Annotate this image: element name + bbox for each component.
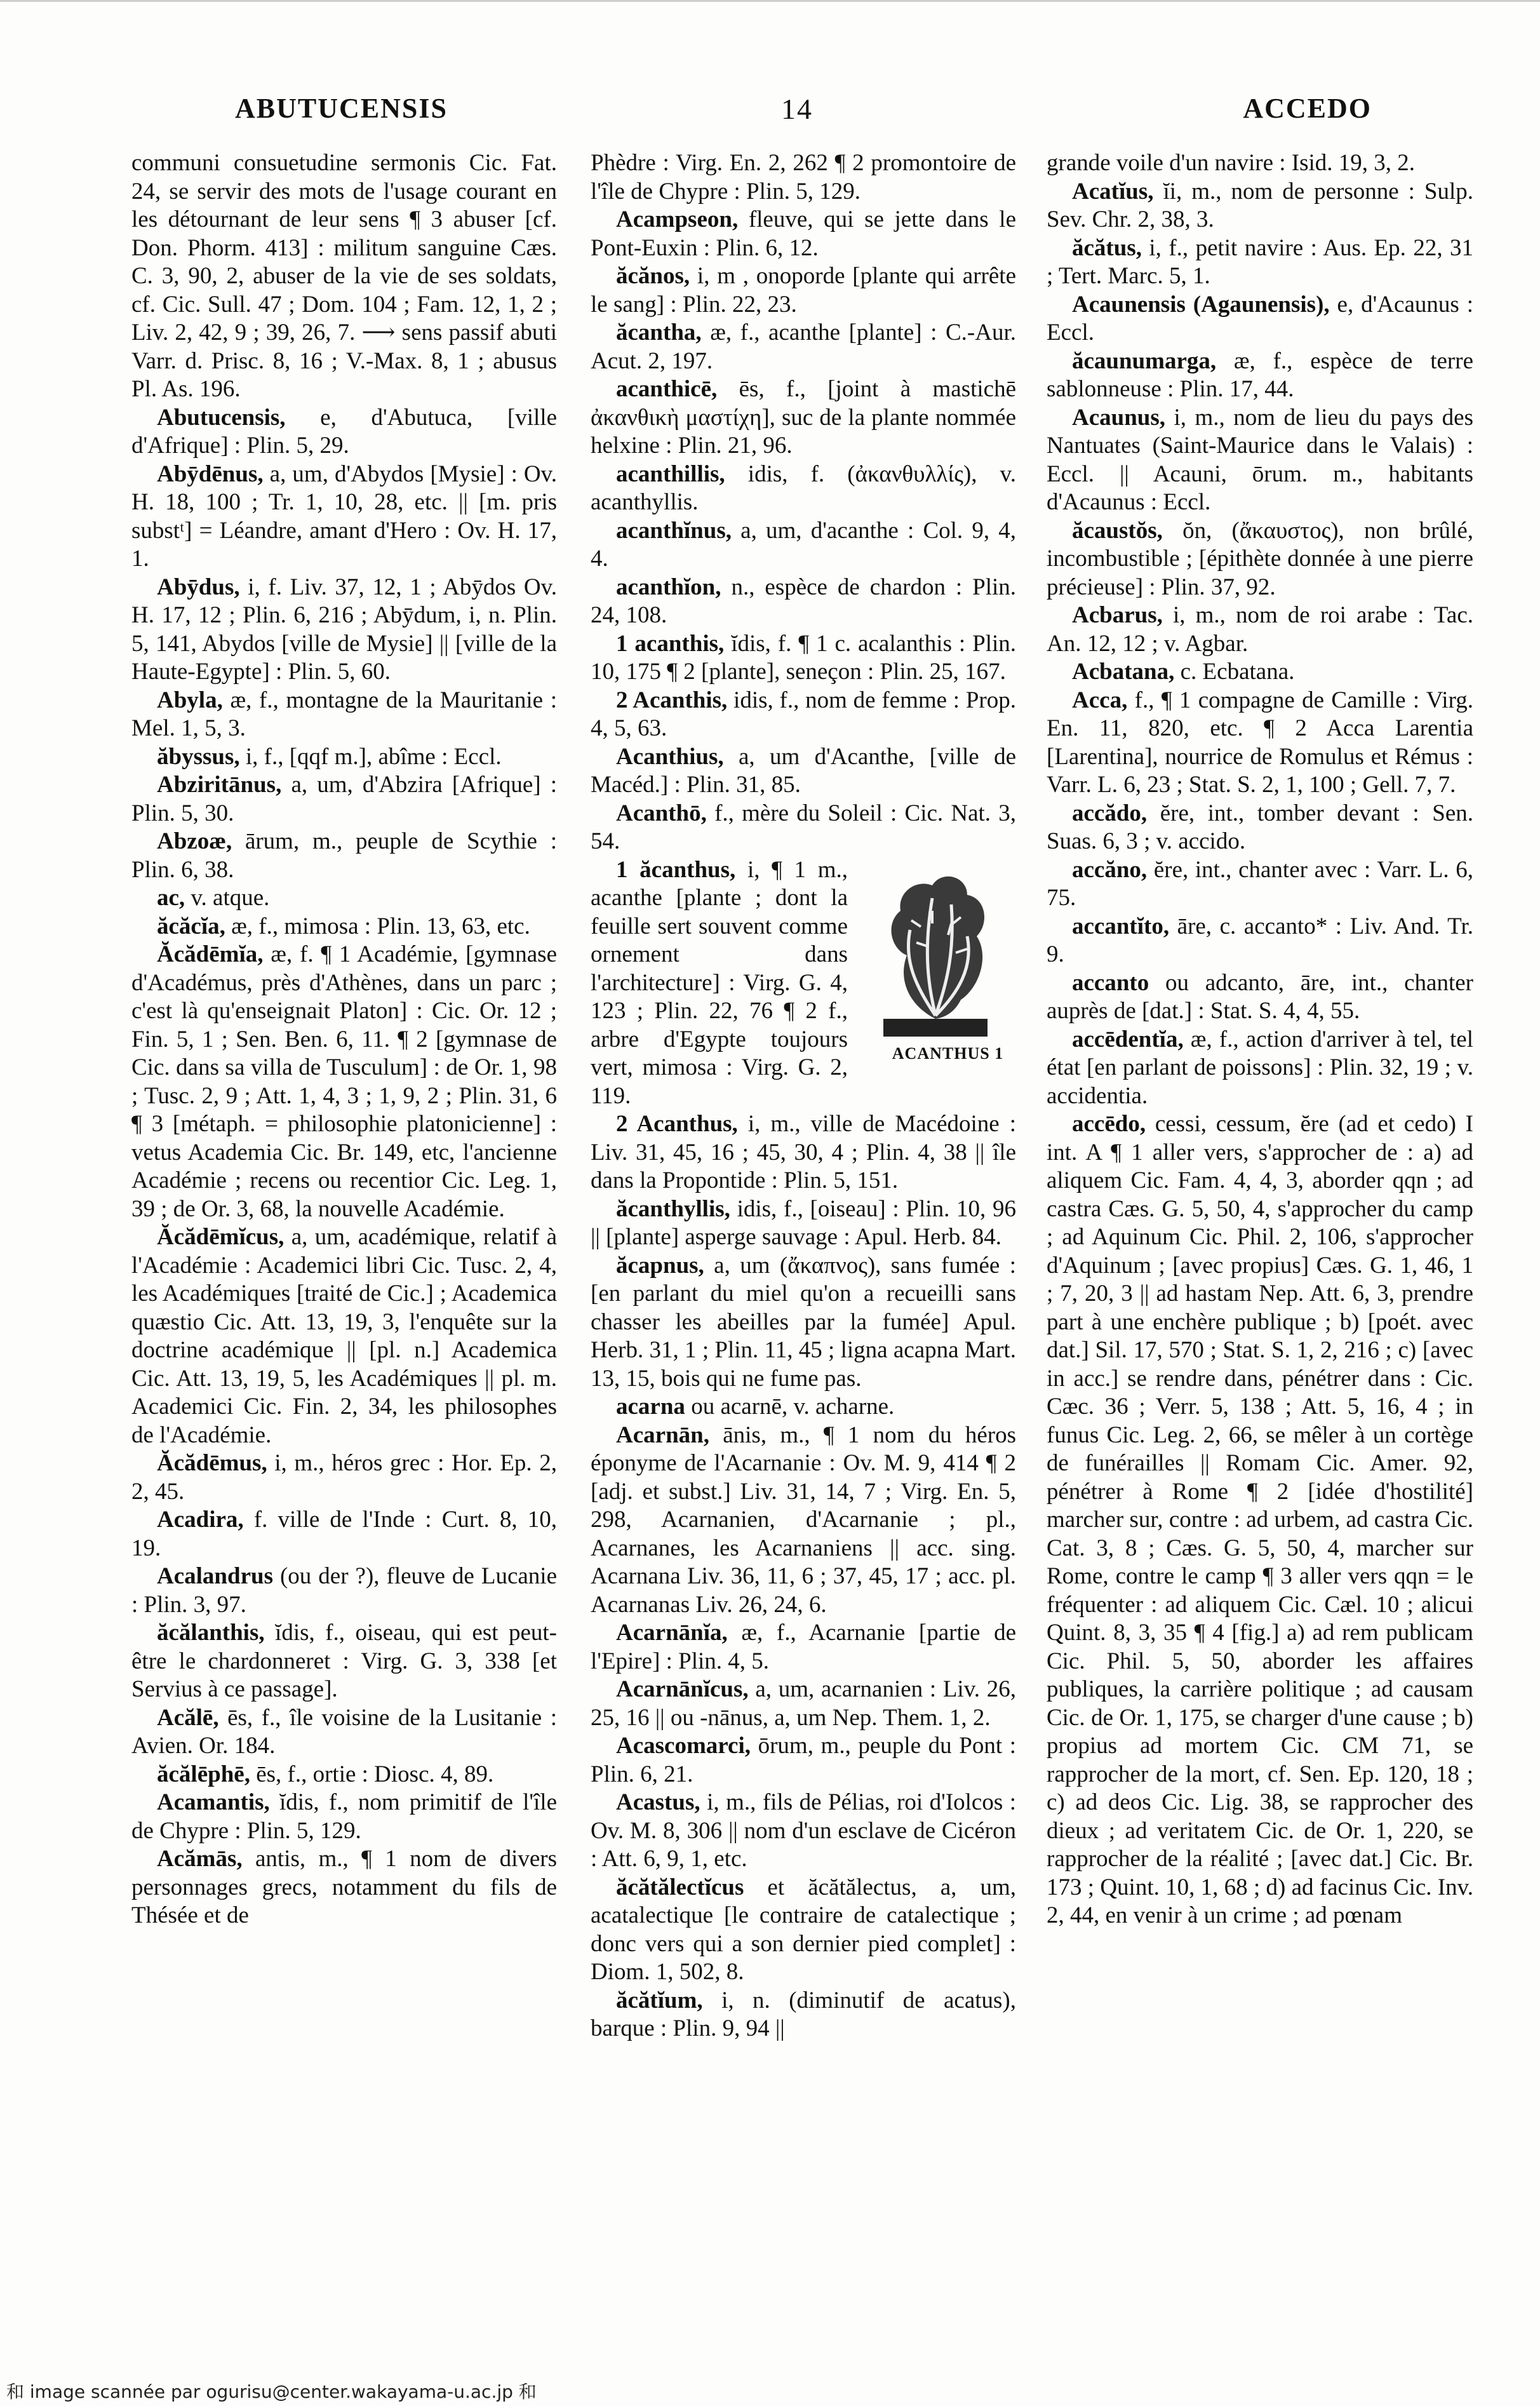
dictionary-entry (591, 1393, 1016, 1421)
entry-text: āre, c. accanto* : Liv. And. Tr. 9. (1047, 913, 1473, 967)
dictionary-entry (591, 1195, 1016, 1252)
headword: Abȳdus, (157, 574, 240, 600)
headword: Acastus, (616, 1789, 700, 1815)
headword: Acatĭus, (1072, 178, 1154, 205)
scan-credit: 和 image scannée par ogurisu@center.wakayama-u.ac.jp 和 (6, 2381, 537, 2402)
entry-text: n., espèce de chardon : Plin. 24, 108. (591, 574, 1016, 628)
entry-text: æ, f., mimosa : Plin. 13, 63, etc. (225, 913, 530, 939)
dictionary-entry (131, 913, 557, 941)
dictionary-entry (591, 687, 1016, 743)
headword: ăcănos, (616, 263, 690, 289)
headword: Acascomarci, (616, 1733, 751, 1759)
headword: acarna (616, 1394, 685, 1420)
dictionary-entry (131, 1506, 557, 1563)
entry-text: æ, f., espèce de terre sablonneuse : Plin. 17, 44. (1047, 347, 1473, 402)
headword: 2 Acanthis, (616, 687, 728, 713)
top-border (0, 0, 1540, 2)
entry-text: ĭdis, f., oiseau, qui est peut-être le chardonneret : Virg. G. 3, 338 [et Servius à ce passage]. (131, 1620, 557, 1702)
dictionary-entry (591, 800, 1016, 856)
headword: Acalandrus (157, 1563, 273, 1589)
headword: ăbyssus, (157, 743, 240, 770)
dictionary-entry (591, 517, 1016, 574)
entry-text: i, m., fils de Pélias, roi d'Iolcos : Ov. M. 8, 306 || nom d'un esclave de Cicéron : Att. 6, 9, 1, etc. (591, 1789, 1016, 1872)
dictionary-entry (131, 771, 557, 828)
page-header (235, 92, 1372, 130)
entry-text: (ou der ?), fleuve de Lucanie : Plin. 3, 97. (131, 1563, 557, 1618)
entry-text: æ, f. ¶ 1 Académie, [gymnase d'Académus, près d'Athènes, dans un parc ; c'est là qu'enseignait Platon] : Cic. Or. 12 ; Fin. 5, 1 ; Sen. Ben. 6, 11. ¶ 2 [gymnase de Cic. dans sa villa de Tusculum] : de Or. 1, 98 ; Tusc. 2, 9 ; Att. 1, 4, 3 ; 1, 9, 2 ; Plin. 31, 6 ¶ 3 [métaph. = philosophie platonicienne] : vetus Academia Cic. Br. 149, etc, l'ancienne Académie ; recens ou recentior Cic. Leg. 1, 39 ; de Or. 3, 68, la nouvelle Académie. (131, 941, 557, 1222)
dictionary-entry (591, 856, 1016, 1111)
entry-text: æ, f., acanthe [plante] : C.-Aur. Acut. 2, 197. (591, 319, 1016, 374)
headword: ăcaunumarga, (1072, 347, 1217, 374)
headword: ăcătălectĭcus (616, 1874, 744, 1900)
dictionary-entry (131, 743, 557, 772)
headword: 2 Acanthus, (616, 1111, 738, 1137)
entry-text: ou adcanto, āre, int., chanter auprès de [dat.] : Stat. S. 4, 4, 55. (1047, 969, 1473, 1024)
headword: ăcapnus, (616, 1252, 704, 1279)
dictionary-entry (591, 1421, 1016, 1620)
dictionary-entry (591, 630, 1016, 687)
entry-text: fleuve, qui se jette dans le Pont-Euxin : Plin. 6, 12. (591, 206, 1016, 261)
figure-caption: ACANTHUS 1 (892, 1044, 1004, 1063)
entry-text: æ, f., action d'arriver à tel, tel état [en parlant de poissons] : Plin. 32, 19 ; v. accidentia. (1047, 1026, 1473, 1109)
headword: Ăcădēmus, (157, 1450, 267, 1476)
dictionary-entry (591, 262, 1016, 319)
headword: Acamantis, (157, 1789, 270, 1815)
page-number: 14 (781, 93, 813, 125)
dictionary-entry (1047, 913, 1473, 969)
entry-text: antis, m., ¶ 1 nom de divers personnages grecs, notamment du fils de Thésée et de (131, 1846, 557, 1928)
dictionary-entry (591, 206, 1016, 262)
entry-text: i, ¶ 1 m., acanthe [plante ; dont la feuille sert souvent comme ornement dans l'architecture] : Virg. G. 4, 123 ; Plin. 22, 76 ¶ 2 f., arbre d'Egypte toujours vert, mimosa : Virg. G. 2, 119. (591, 856, 848, 1109)
headword: ăcaustŏs, (1072, 517, 1163, 544)
headword: Acadira, (157, 1507, 244, 1533)
headword: Abȳdēnus, (157, 460, 264, 487)
entry-text: a, um, d'Abzira [Afrique] : Plin. 5, 30. (131, 772, 557, 826)
headword: Acbatana, (1072, 659, 1175, 685)
headword: Acaunus, (1072, 404, 1166, 431)
entry-text: ĕre, int., tomber devant : Sen. Suas. 6, 3 ; v. accido. (1047, 800, 1473, 854)
headword: Acălē, (157, 1704, 219, 1731)
dictionary-entry (131, 404, 557, 460)
entry-text: ou acarnē, v. acharne. (685, 1394, 895, 1420)
entry-text: v. atque. (185, 885, 270, 911)
entry-text: ēs, f., ortie : Diosc. 4, 89. (250, 1761, 494, 1787)
dictionary-entry (1047, 178, 1473, 234)
entry-text: a, um, d'acanthe : Col. 9, 4, 4. (591, 517, 1016, 572)
dictionary-entry (591, 1874, 1016, 1987)
headword: Acca, (1072, 687, 1128, 713)
headword: accăno, (1072, 856, 1148, 883)
headword: acanthĭon, (616, 574, 721, 600)
entry-text: i, m., nom de roi arabe : Tac. An. 12, 12 ; v. Agbar. (1047, 602, 1473, 657)
headword: accēdo, (1072, 1111, 1146, 1137)
dictionary-entry (591, 375, 1016, 460)
dictionary-entry (131, 1845, 557, 1930)
headword: Abzoæ, (157, 828, 232, 854)
dictionary-entry (591, 1110, 1016, 1195)
dictionary-entry (1047, 347, 1473, 404)
dictionary-entry (131, 941, 557, 1223)
entry-text: ōrum, m., peuple du Pont : Plin. 6, 21. (591, 1733, 1016, 1787)
dictionary-entry (131, 828, 557, 884)
dictionary-entry (131, 1563, 557, 1619)
dictionary-entry (1047, 517, 1473, 602)
dictionary-entry (1047, 404, 1473, 517)
entry-text: i, m., ville de Macédoine : Liv. 31, 45, 16 ; 45, 30, 4 ; Plin. 4, 38 || île dans la Propontide : Plin. 5, 151. (591, 1111, 1016, 1193)
headword: 1 ăcanthus, (616, 856, 736, 883)
dictionary-entry (131, 1704, 557, 1761)
dictionary-entry (131, 1223, 557, 1449)
entry-text: ĕre, int., chanter avec : Varr. L. 6, 75. (1047, 856, 1473, 911)
headword: Acarnān, (616, 1421, 709, 1448)
headword: 1 acanthis, (616, 630, 725, 657)
dictionary-entry (1047, 658, 1473, 687)
dictionary-entry (591, 1789, 1016, 1874)
headword: ăcanthyllis, (616, 1195, 730, 1222)
entry-text: ārum, m., peuple de Scythie : Plin. 6, 38. (131, 828, 557, 883)
headword: accēdentĭa, (1072, 1026, 1184, 1052)
entry-text: e, d'Acaunus : Eccl. (1047, 291, 1473, 346)
dictionary-entry (591, 1252, 1016, 1394)
dictionary-entry (591, 460, 1016, 517)
running-head-right: ACCEDO (1243, 93, 1372, 124)
dictionary-entry (1047, 1110, 1473, 1930)
dictionary-entry (591, 319, 1016, 375)
dictionary-entry (1047, 234, 1473, 291)
dictionary-entry (1047, 1026, 1473, 1111)
headword: acanthĭnus, (616, 517, 732, 544)
dictionary-entry (1047, 856, 1473, 913)
dictionary-entry (131, 1789, 557, 1845)
acanthus-figure (854, 860, 1016, 1076)
dictionary-entry (131, 460, 557, 574)
entry-text: ēs, f., [joint à mastichē ἀκανθικὴ μαστίχη], suc de la plante nommée helxine : Plin. 21, 96. (591, 376, 1016, 459)
entry-text: Phèdre : Virg. En. 2, 262 ¶ 2 promontoire de l'île de Chypre : Plin. 5, 129. (591, 150, 1016, 205)
headword: Ăcădēmĭcus, (157, 1224, 285, 1250)
dictionary-entry (591, 149, 1016, 206)
headword: accădo, (1072, 800, 1148, 826)
dictionary-entry (1047, 602, 1473, 658)
headword: Acaunensis (Agaunensis), (1072, 291, 1330, 318)
entry-text: i, m., nom de lieu du pays des Nantuates (Saint-Maurice dans le Valais) : Eccl. || Acauni, ōrum. m., habitants d'Acaunus : Eccl. (1047, 404, 1473, 515)
entry-text: i, f., petit navire : Aus. Ep. 22, 31 ; Tert. Marc. 5, 1. (1047, 234, 1473, 289)
dictionary-entry (591, 1619, 1016, 1676)
entry-text: a, um, acarnanien : Liv. 26, 25, 16 || ou -nānus, a, um Nep. Them. 1, 2. (591, 1676, 1016, 1731)
dictionary-entry (131, 1619, 557, 1704)
dictionary-entry (591, 743, 1016, 800)
dictionary-entry (131, 1449, 557, 1506)
entry-text: a, um, académique, relatif à l'Académie : Academici libri Cic. Tusc. 2, 4, les Académiques [traité de Cic.] ; Academica quæstio Cic. Att. 13, 19, 3, l'enquête sur la doctrine académique || [pl. n.] Academica Cic. Att. 13, 19, 5, les Académiques || pl. m. Academici Cic. Fin. 2, 34, les philosophes de l'Académie. (131, 1224, 557, 1448)
entry-text: i, n. (diminutif de acatus), barque : Plin. 9, 94 || (591, 1987, 1016, 2041)
entry-text: i, m., héros grec : Hor. Ep. 2, 2, 45. (131, 1450, 557, 1505)
dictionary-entry (131, 687, 557, 743)
dictionary-entry (591, 1987, 1016, 2043)
entry-text: idis, f., [oiseau] : Plin. 10, 96 || [plante] asperge sauvage : Apul. Herb. 84. (591, 1195, 1016, 1250)
headword: acanthicē, (616, 376, 718, 402)
column-3 (1047, 149, 1473, 2334)
column-1 (131, 149, 557, 2334)
entry-text: c. Ecbatana. (1174, 659, 1295, 685)
dictionary-entry (131, 149, 557, 404)
headword: ac, (157, 885, 185, 911)
headword: accantĭto, (1072, 913, 1170, 939)
dictionary-entry (591, 574, 1016, 630)
entry-text: i, f., [qqf m.], abîme : Eccl. (239, 743, 502, 770)
dictionary-entry (591, 1676, 1016, 1732)
headword: ăcătus, (1072, 234, 1142, 261)
headword: Acarnānĭa, (616, 1620, 728, 1646)
headword: Abziritānus, (157, 772, 282, 798)
headword: Acanthius, (616, 743, 724, 770)
entry-text: ĭdis, f., nom primitif de l'île de Chypre : Plin. 5, 129. (131, 1789, 557, 1844)
headword: ăcătĭum, (616, 1987, 703, 2013)
headword: acanthillis, (616, 460, 725, 487)
dictionary-entry (1047, 800, 1473, 856)
headword: ăcantha, (616, 319, 702, 346)
dictionary-entry (131, 574, 557, 687)
entry-text: cessi, cessum, ĕre (ad et cedo) I int. A ¶ 1 aller vers, s'approcher de : a) ad aliquem Cic. Fam. 4, 4, 3, aborder qqn ; ad castra Cæs. G. 5, 50, 4, s'approcher du camp ; ad Aquinum Cic. Phil. 2, 106, s'approcher d'Aquinum ; [avec propius] Cæs. G. 1, 46, 1 ; 7, 20, 3 || ad hastam Nep. Att. 6, 3, prendre part à une enchère publique ; b) [poét. avec dat.] Sil. 17, 570 ; Stat. S. 1, 2, 216 ; c) [avec in acc.] se rendre dans, pénétrer dans : Cic. Cæc. 36 ; Verr. 5, 138 ; Att. 5, 16, 4 ; in funus Cic. Leg. 2, 66, se mêler à un cortège de funérailles || Romam Cic. Amer. 92, pénétrer à Rome ¶ 2 [idée d'hostilité] marcher sur, contre : ad urbem, ad castra Cic. Cat. 3, 8 ; Cæs. G. 5, 50, 4, marcher sur Rome, contre le camp ¶ 3 aller vers qqn = le fréquenter : ad aliquem Cic. Cæl. 10 ; alicui Quint. 8, 3, 35 ¶ 4 [fig.] a) ad rem publicam Cic. Phil. 5, 50, aborder les affaires publiques, la carrière politique ; ad causam Cic. de Or. 1, 175, se charger d'une cause ; b) propius ad mortem Cic. CM 71, se rapprocher de la mort, cf. Sen. Ep. 120, 18 ; c) ad deos Cic. Lig. 38, se rapprocher des dieux ; ad veritatem Cic. de Or. 1, 220, se rapprocher de la réalité ; [avec dat.] Cic. Br. 173 ; Quint. 10, 1, 68 ; d) ad facinus Cic. Inv. 2, 44, en venir à un crime ; ad pœnam (1047, 1111, 1473, 1928)
entry-text: ŏn, (ἄκαυστος), non brûlé, incombustible ; [épithète donnée à une pierre précieuse] : Plin. 37, 92. (1047, 517, 1473, 600)
entry-text: a, um, d'Abydos [Mysie] : Ov. H. 18, 100 ; Tr. 1, 10, 28, etc. || [m. pris substᵗ] = Léandre, amant d'Hero : Ov. H. 17, 1. (131, 460, 557, 572)
entry-text: i, m , onoporde [plante qui arrête le sang] : Plin. 22, 23. (591, 263, 1016, 318)
entry-text: communi consuetudine sermonis Cic. Fat. 24, se servir des mots de l'usage courant en les détournant de leur sens ¶ 3 abuser [cf. Don. Phorm. 413] : militum sanguine Cæs. C. 3, 90, 2, abuser de la vie de ses soldats, cf. Cic. Sull. 47 ; Dom. 104 ; Fam. 12, 1, 2 ; Liv. 2, 42, 9 ; 39, 26, 7. ⟶ sens passif abuti Varr. d. Prisc. 8, 16 ; V.-Max. 8, 1 ; abusus Pl. As. 196. (131, 150, 557, 402)
headword: Abutucensis, (157, 404, 286, 431)
headword: accanto (1072, 969, 1149, 996)
dictionary-entry (131, 884, 557, 913)
entry-text: idis, f., nom de femme : Prop. 4, 5, 63. (591, 687, 1016, 741)
entry-text: e, d'Abutuca, [ville d'Afrique] : Plin. 5, 29. (131, 404, 557, 459)
running-head-left: ABUTUCENSIS (235, 93, 448, 124)
headword: Acbarus, (1072, 602, 1163, 628)
headword: Acanthō, (616, 800, 707, 826)
acanthus-leaf-icon (872, 860, 999, 1044)
entry-text: a, um (ἄκαπνος), sans fumée : [en parlant du miel qu'on a recueilli sans chasser les abeilles par la fumée] Apul. Herb. 31, 1 ; Plin. 11, 45 ; ligna acapna Mart. 13, 15, bois qui ne fume pas. (591, 1252, 1016, 1392)
headword: ăcălēphē, (157, 1761, 250, 1787)
dictionary-entry (131, 1761, 557, 1789)
dictionary-entry (1047, 969, 1473, 1026)
entry-text: æ, f., montagne de la Mauritanie : Mel. 1, 5, 3. (131, 687, 557, 741)
dictionary-entry (1047, 149, 1473, 178)
entry-text: idis, f. (ἀκανθυλλίς), v. acanthyllis. (591, 460, 1016, 515)
headword: Abyla, (157, 687, 223, 713)
entry-text: grande voile d'un navire : Isid. 19, 3, 2. (1047, 150, 1416, 176)
entry-text: ĭi, m., nom de personne : Sulp. Sev. Chr. 2, 38, 3. (1047, 178, 1473, 232)
headword: Acampseon, (616, 206, 739, 232)
headword: ăcălanthis, (157, 1620, 265, 1646)
entry-text: f., ¶ 1 compagne de Camille : Virg. En. 11, 820, etc. ¶ 2 Acca Larentia [Larentina], nourrice de Romulus et Rémus : Varr. L. 6, 23 ; Stat. S. 2, 1, 100 ; Gell. 7, 7. (1047, 687, 1473, 798)
entry-text: f., mère du Soleil : Cic. Nat. 3, 54. (591, 800, 1016, 854)
dictionary-entry (591, 1732, 1016, 1789)
entry-text: f. ville de l'Inde : Curt. 8, 10, 19. (131, 1507, 557, 1561)
entry-text: ĭdis, f. ¶ 1 c. acalanthis : Plin. 10, 175 ¶ 2 [plante], seneçon : Plin. 25, 167. (591, 630, 1016, 685)
entry-text: i, f. Liv. 37, 12, 1 ; Abȳdos Ov. H. 17, 12 ; Plin. 6, 216 ; Abȳdum, i, n. Plin. 5, 141, Abydos [ville de Mysie] || [ville de la Haute-Egypte] : Plin. 5, 60. (131, 574, 557, 685)
column-2 (591, 149, 1016, 2334)
entry-text: a, um d'Acanthe, [ville de Macéd.] : Plin. 31, 85. (591, 743, 1016, 798)
headword: Acarnānĭcus, (616, 1676, 749, 1702)
entry-text: ānis, m., ¶ 1 nom du héros éponyme de l'Acarnanie : Ov. M. 9, 414 ¶ 2 [adj. et subst.] Liv. 31, 14, 7 ; Virg. En. 5, 298, Acarnanien, d'Acarnanie ; pl., Acarnanes, les Acarnaniens || acc. sing. Acarnana Liv. 36, 11, 6 ; 37, 45, 17 ; acc. pl. Acarnanas Liv. 26, 24, 6. (591, 1421, 1016, 1618)
dictionary-entry (1047, 291, 1473, 347)
headword: Acămās, (157, 1846, 243, 1872)
entry-text: et ăcătălectus, a, um, acatalectique [le contraire de catalectique ; donc vers qui a son dernier pied complet] : Diom. 1, 502, 8. (591, 1874, 1016, 1985)
entry-text: ēs, f., île voisine de la Lusitanie : Avien. Or. 184. (131, 1704, 557, 1759)
entry-text: æ, f., Acarnanie [partie de l'Epire] : Plin. 4, 5. (591, 1620, 1016, 1674)
headword: ăcăcĭa, (157, 913, 225, 939)
dictionary-entry (1047, 687, 1473, 800)
headword: Ăcădēmĭa, (157, 941, 264, 967)
